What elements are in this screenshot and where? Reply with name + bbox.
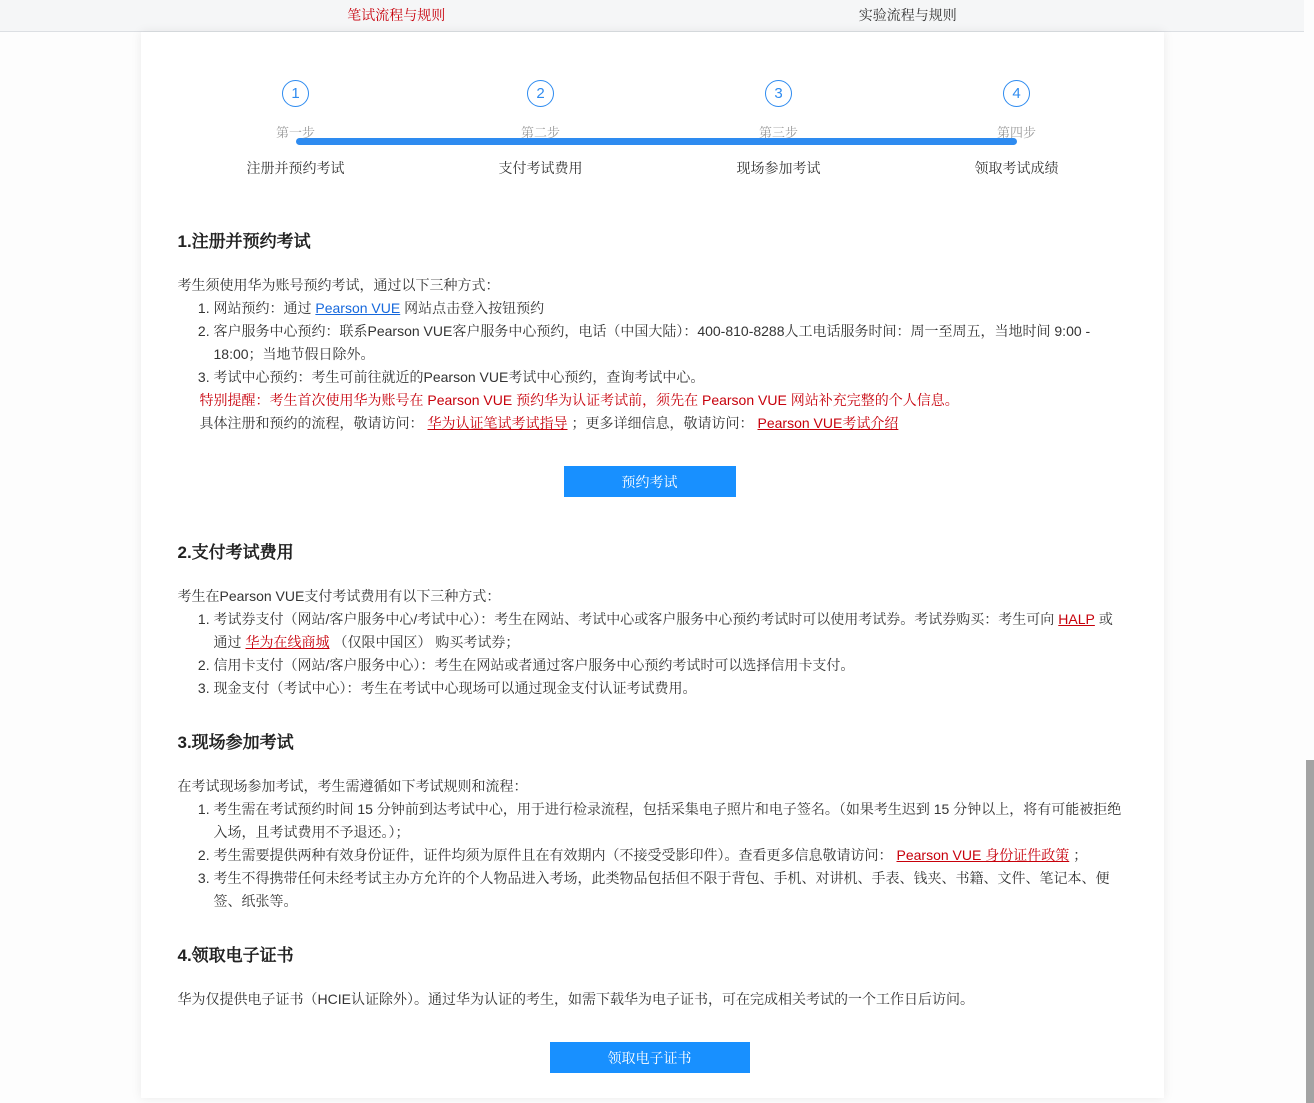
step-1-title: 注册并预约考试 [246, 160, 345, 176]
section1-item2: 2. 客户服务中心预约：联系Pearson VUE客户服务中心预约，电话（中国大陆）：400-810-8288人工电话服务时间：周一至周五，当地时间 9:00 - 18:00；当地节假日除外。 [214, 320, 1122, 366]
registration-guide-line [200, 412, 1122, 435]
stepper-connector-line [296, 138, 1017, 145]
vertical-scrollbar-thumb[interactable] [1306, 760, 1314, 1103]
tab-lab-exam-process[interactable]: 实验流程与规则 [858, 7, 957, 23]
step-2-label: 第二步 [520, 125, 560, 140]
section3-item1: 1. 考生需在考试预约时间 15 分钟前到达考试中心，用于进行检录流程，包括采集电子照片和电子签名。（如果考生迟到 15 分钟以上，将有可能被拒绝入场，且考试费用不予退还。）； [214, 798, 1122, 844]
step-1-number-circle: 1 [282, 80, 309, 107]
section1-item1-pre: 网站预约：通过 [213, 300, 316, 316]
stepper-step-1 [196, 80, 396, 178]
step-4-title: 领取考试成绩 [974, 160, 1059, 176]
section3-item2 [214, 844, 1122, 867]
step-3-label: 第三步 [758, 125, 798, 140]
top-tab-bar [0, 0, 1304, 32]
section1-item1-post: 网站点击登入按钮预约 [400, 300, 545, 316]
section1-heading: 1.注册并预约考试 [177, 232, 311, 251]
exam-process-stepper [141, 32, 1164, 220]
section3-heading: 3.现场参加考试 [177, 733, 294, 752]
step-4-number-circle: 4 [1003, 80, 1030, 107]
content-card [141, 32, 1164, 1098]
pearson-vue-exam-intro-link[interactable]: Pearson VUE考试介绍 [757, 415, 899, 431]
section2-item1-mid: 或通过 [213, 611, 1113, 650]
huawei-online-store-link[interactable]: 华为在线商城 [245, 634, 330, 650]
section1-item3: 3. 考试中心预约：考生可前往就近的Pearson VUE考试中心预约，查询考试中心。 [214, 366, 1122, 389]
guide-pre-text: 具体注册和预约的流程，敬请访问： [199, 415, 424, 431]
special-reminder: 特别提醒：考生首次使用华为账号在 Pearson VUE 预约华为认证考试前，须先在 Pearson VUE 网站补充完整的个人信息。 [199, 392, 959, 408]
section1-intro: 考生须使用华为账号预约考试，通过以下三种方式： [177, 277, 500, 293]
step-3-title: 现场参加考试 [736, 160, 821, 176]
section3-item3: 3. 考生不得携带任何未经考试主办方允许的个人物品进入考场，此类物品包括但不限于背包、手机、对讲机、手表、钱夹、书籍、文件、笔记本、便签、纸张等。 [214, 867, 1122, 913]
section4-heading: 4.领取电子证书 [177, 946, 294, 965]
step-2-title: 支付考试费用 [498, 160, 583, 176]
id-policy-link[interactable]: Pearson VUE 身份证件政策 [896, 847, 1070, 863]
section4-text: 华为仅提供电子证书（HCIE认证除外）。通过华为认证的考生，如需下载华为电子证书，可在完成相关考试的一个工作日后访问。 [177, 991, 974, 1007]
step-1-label: 第一步 [275, 125, 315, 140]
written-exam-guide-link[interactable]: 华为认证笔试考试指导 [427, 415, 568, 431]
step-3-number-circle: 3 [765, 80, 792, 107]
pearson-vue-link[interactable]: Pearson VUE [315, 300, 401, 316]
section2-intro: 考生在Pearson VUE支付考试费用有以下三种方式： [177, 588, 501, 604]
section2-item3: 3. 现金支付（考试中心）：考生在考试中心现场可以通过现金支付认证考试费用。 [214, 677, 1122, 700]
stepper-step-3 [679, 80, 879, 178]
guide-mid-text: ；更多详细信息，敬请访问： [571, 415, 754, 431]
section3-item2-pre: 考生需要提供两种有效身份证件，证件均须为原件且在有效期内（不接受受影印件）。查看更多信息敬请访问： [213, 847, 893, 863]
section2-item1-post: （仅限中国区） 购买考试券； [333, 634, 520, 650]
section2-item1-pre: 考试券支付（网站/客户服务中心/考试中心）：考生在网站、考试中心或客户服务中心预约考试时可以使用考试券。考试券购买：考生可向 [213, 611, 1055, 627]
step-4-label: 第四步 [996, 125, 1036, 140]
book-exam-button[interactable]: 预约考试 [564, 466, 736, 497]
section2-item2: 2. 信用卡支付（网站/客户服务中心）：考生在网站或者通过客户服务中心预约考试时可以选择信用卡支付。 [214, 654, 1122, 677]
section3-intro: 在考试现场参加考试，考生需遵循如下考试规则和流程： [177, 778, 528, 794]
halp-link[interactable]: HALP [1058, 611, 1095, 627]
section2-list [178, 608, 1122, 700]
section1-item1 [214, 297, 1122, 320]
stepper-step-2 [441, 80, 641, 178]
get-ecertificate-button[interactable]: 领取电子证书 [550, 1042, 750, 1073]
section3-list [178, 798, 1122, 913]
tab-written-exam-process[interactable]: 笔试流程与规则 [347, 7, 446, 23]
section3-item2-post: ； [1073, 847, 1088, 863]
section1-list [178, 297, 1122, 389]
section2-heading: 2.支付考试费用 [177, 543, 294, 562]
stepper-step-4 [917, 80, 1117, 178]
step-2-number-circle: 2 [527, 80, 554, 107]
section2-item1 [214, 608, 1122, 654]
